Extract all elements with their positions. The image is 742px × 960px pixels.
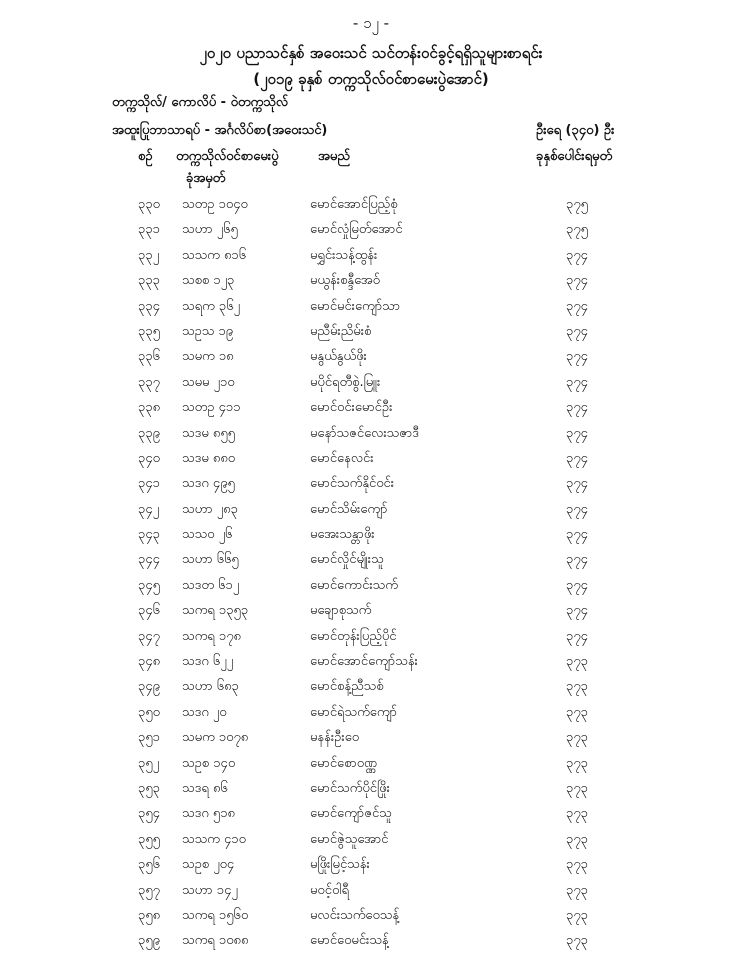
student-name: မလင်းသက်ဝေသန့်: [310, 907, 400, 923]
score: ၃၇၄: [566, 425, 588, 441]
roll-number: သကရ ၁၀၈၈: [182, 933, 249, 949]
roll-number: သဒဂ ၅၁၈: [182, 806, 235, 822]
row-number: ၃၃၈: [138, 400, 161, 416]
row-number: ၃၃၇: [138, 374, 160, 390]
row-number: ၃၅၂: [138, 755, 160, 771]
table-row: [0, 446, 742, 471]
score: ၃၇၄: [566, 501, 588, 517]
score: ၃၇၃: [566, 780, 588, 796]
row-number: ၃၄၅: [138, 577, 160, 593]
roll-number: သဥစ ၁၄၀: [182, 755, 236, 771]
table-row: [0, 598, 742, 623]
score: ၃၇၅: [566, 197, 588, 212]
roll-number: သကရ ၁၇၈: [182, 628, 241, 644]
score: ၃၇၃: [566, 882, 588, 898]
row-number: ၃၃၉: [138, 425, 160, 441]
roll-number: သဟာ ၆၆၅: [182, 552, 239, 568]
row-number: ၃၅၀: [138, 704, 160, 720]
student-name: မပိုင်ရတီစွဲ.မြူး: [310, 374, 381, 390]
row-number: ၃၃၂: [138, 247, 160, 263]
score: ၃၇၃: [566, 831, 588, 847]
table-row: [0, 878, 742, 903]
table-row: [0, 344, 742, 369]
roll-number: သကရ ၁၅၆၀: [182, 907, 249, 923]
roll-number: သတဥ ၁၀၄၀: [182, 197, 248, 212]
score: ၃၇၄: [566, 349, 588, 365]
table-row: [0, 700, 742, 725]
header-no: စဉ်: [138, 149, 153, 164]
university-label: တက္ကသိုလ်/ ကောလိပ် - ဝဲတက္ကသိုလ်: [112, 95, 289, 110]
roll-number: သဒမ ၈၅၅: [182, 425, 235, 441]
student-name: မောင်ဇွဲသူအောင်: [310, 831, 389, 847]
roll-number: သဒမ ၈၈၀: [182, 450, 236, 466]
student-name: မနော်သဇင်လေးသဇာဒီ: [310, 425, 420, 441]
table-row: [0, 903, 742, 928]
total-count-label: ဦးရေ (၃၄၀) ဦး: [536, 123, 615, 138]
header-score: ခုနှစ်ပေါင်းရမှတ်: [536, 149, 613, 164]
row-number: ၃၄၉: [138, 679, 160, 695]
student-name: မောင်ကျော်ဇင်သူ: [310, 806, 392, 822]
row-number: ၃၄၀: [138, 450, 160, 466]
results-list: [0, 192, 742, 954]
row-number: ၃၅၅: [138, 831, 160, 847]
student-name: မညီမ်းညိမ်းစံ: [310, 323, 372, 339]
document-title: ၂၀၂၀ ပညာသင်နှစ် အဝေးသင် သင်တန်းဝင်ခွင့်ရရှိသူများစာရင်း: [199, 44, 543, 62]
row-number: ၃၅၃: [138, 780, 160, 796]
table-row: [0, 624, 742, 649]
row-number: ၃၅၉: [138, 933, 160, 949]
table-row: [0, 852, 742, 877]
row-number: ၃၃၄: [138, 298, 160, 314]
student-name: မောင်သက်နိုင်ဝင်း: [310, 476, 395, 492]
row-number: ၃၃၁: [138, 222, 160, 238]
roll-number: သဥသ ၁၉: [182, 323, 234, 339]
row-number: ၃၄၇: [138, 628, 160, 644]
student-name: မောင်သိမ်းကျော်: [310, 501, 388, 517]
table-row: [0, 827, 742, 852]
roll-number: သဟာ ၂၈၃: [182, 501, 238, 517]
student-name: မောင်မင်းကျော်သာ: [310, 298, 401, 314]
score: ၃၇၄: [566, 450, 588, 466]
student-name: မောင်ဝင်းမောင်ဦး: [310, 400, 393, 416]
score: ၃၇၃: [566, 907, 588, 923]
student-name: မောင်လှိုင်မျိုးသူ: [310, 552, 384, 568]
row-number: ၃၃၆: [138, 349, 160, 365]
student-name: မနန်းဦးဝေ: [310, 730, 360, 746]
roll-number: သကရ ၁၃၅၃: [182, 603, 249, 619]
score: ၃၇၄: [566, 577, 588, 593]
table-row: [0, 217, 742, 242]
header-name: အမည်: [318, 149, 350, 164]
score: ၃၇၃: [566, 857, 588, 873]
table-row: [0, 522, 742, 547]
row-number: ၃၄၃: [138, 527, 160, 543]
table-row: [0, 471, 742, 496]
student-name: မောင်ကောင်းသက်: [310, 577, 398, 593]
score: ၃၇၃: [566, 933, 588, 949]
score: ၃၇၄: [566, 298, 588, 314]
header-roll-line2: ခုံအမှတ်: [186, 171, 226, 186]
score: ၃၇၄: [566, 400, 588, 416]
student-name: မောင်တုန်းပြည့်ပိုင်: [310, 628, 397, 644]
row-number: ၃၃၃: [138, 273, 160, 289]
table-row: [0, 243, 742, 268]
roll-number: သဟာ ၁၄၂: [182, 882, 238, 898]
row-number: ၃၅၈: [138, 907, 161, 923]
roll-number: သမက ၁၈: [182, 349, 234, 365]
roll-number: သမမ ၂၁၀: [182, 374, 235, 390]
student-name: မယွန်းစန္ဒီအေဝ်: [310, 273, 380, 289]
score: ၃၇၄: [566, 527, 588, 543]
table-row: [0, 268, 742, 293]
student-name: မောင်ရဲသက်ကျော်: [310, 704, 397, 720]
table-row: [0, 776, 742, 801]
row-number: ၃၄၈: [138, 654, 161, 670]
row-number: ၃၄၆: [138, 603, 160, 619]
roll-number: သမက ၁၀၇၈: [182, 730, 249, 746]
roll-number: သရက ၃၆၂: [182, 298, 240, 314]
student-name: မဖြိုးမြင့်သန်း: [310, 857, 370, 873]
score: ၃၇၄: [566, 552, 588, 568]
table-row: [0, 725, 742, 750]
table-row: [0, 928, 742, 953]
row-number: ၃၃၅: [138, 323, 160, 339]
roll-number: သစစ ၁၂၃: [182, 273, 235, 289]
score: ၃၇၃: [566, 654, 588, 670]
score: ၃၇၃: [566, 730, 588, 746]
row-number: ၃၅၇: [138, 882, 160, 898]
score: ၃၇၃: [566, 755, 588, 771]
row-number: ၃၄၁: [138, 476, 160, 492]
table-row: [0, 192, 742, 217]
score: ၃၇၃: [566, 704, 588, 720]
student-name: မောင်သက်ပိုင်ဖြိုး: [310, 780, 390, 796]
score: ၃၇၄: [566, 476, 588, 492]
table-row: [0, 547, 742, 572]
student-name: မောင်အောင်ကျော်သန်း: [310, 654, 418, 670]
roll-number: သဒဂ ၂၀: [182, 704, 227, 720]
student-name: မောင်အောင်ပြည့်စုံ: [310, 197, 398, 212]
score: ၃၇၄: [566, 323, 588, 339]
roll-number: သတဥ ၄၁၁: [182, 400, 241, 416]
row-number: ၃၄၂: [138, 501, 160, 517]
student-name: မနွယ်နွယ်ဖိုး: [310, 349, 367, 365]
student-name: မောင်စောဝဏ္ဏ: [310, 755, 378, 771]
student-name: မောင်လှုံမြတ်အောင်: [310, 222, 403, 238]
page-number: - ၁၂ -: [352, 14, 390, 32]
score: ၃၇၄: [566, 374, 588, 390]
row-number: ၃၃၀: [138, 197, 160, 212]
roll-number: သဥစ ၂၀၄: [182, 857, 235, 873]
student-name: မောင်စန့်ညီသစ်: [310, 679, 384, 695]
score: ၃၇၃: [566, 679, 588, 695]
roll-number: သသဝ ၂၆: [182, 527, 233, 543]
roll-number: သဒဂ ၆၂၂: [182, 654, 233, 670]
student-name: မဝင့်ဝါရီ: [310, 882, 349, 898]
student-name: မအေးသန္တာဖိုး: [310, 527, 375, 543]
row-number: ၃၅၄: [138, 806, 160, 822]
roll-number: သဒဂ ၄၉၅: [182, 476, 235, 492]
score: ၃၇၄: [566, 247, 588, 263]
roll-number: သသက ၈၁၆: [182, 247, 247, 263]
row-number: ၃၅၁: [138, 730, 160, 746]
table-row: [0, 370, 742, 395]
student-name: မောင်ဝေမင်းသန့်: [310, 933, 389, 949]
table-row: [0, 497, 742, 522]
score: ၃၇၄: [566, 603, 588, 619]
row-number: ၃၄၄: [138, 552, 160, 568]
roll-number: သဟာ ၆၈၃: [182, 679, 239, 695]
score: ၃၇၄: [566, 273, 588, 289]
score: ၃၇၄: [566, 628, 588, 644]
student-name: မောင်နေလင်း: [310, 450, 374, 466]
table-row: [0, 421, 742, 446]
table-row: [0, 801, 742, 826]
roll-number: သဒတ ၆၁၂: [182, 577, 240, 593]
major-label: အထူးပြုဘာသာရပ် - အင်္ဂလိပ်စာ(အဝေးသင်): [112, 123, 328, 138]
roll-number: သဟာ ၂၆၅: [182, 222, 238, 238]
table-row: [0, 751, 742, 776]
header-roll: တက္ကသိုလ်ဝင်စာမေးပွဲ: [176, 149, 279, 164]
table-row: [0, 573, 742, 598]
table-row: [0, 649, 742, 674]
row-number: ၃၅၆: [138, 857, 160, 873]
roll-number: သဒရ ၈၆: [182, 780, 228, 796]
score: ၃၇၅: [566, 222, 588, 238]
student-name: မရွှင်းသန့်ထွန်း: [310, 247, 378, 263]
table-row: [0, 294, 742, 319]
table-row: [0, 395, 742, 420]
roll-number: သသက ၄၁၀: [182, 831, 246, 847]
score: ၃၇၃: [566, 806, 588, 822]
document-subtitle: (၂၀၁၉ ခုနှစ် တက္ကသိုလ်ဝင်စာမေးပွဲအောင်): [253, 70, 489, 88]
table-row: [0, 674, 742, 699]
student-name: မချောစုသက်: [310, 603, 372, 619]
table-row: [0, 319, 742, 344]
